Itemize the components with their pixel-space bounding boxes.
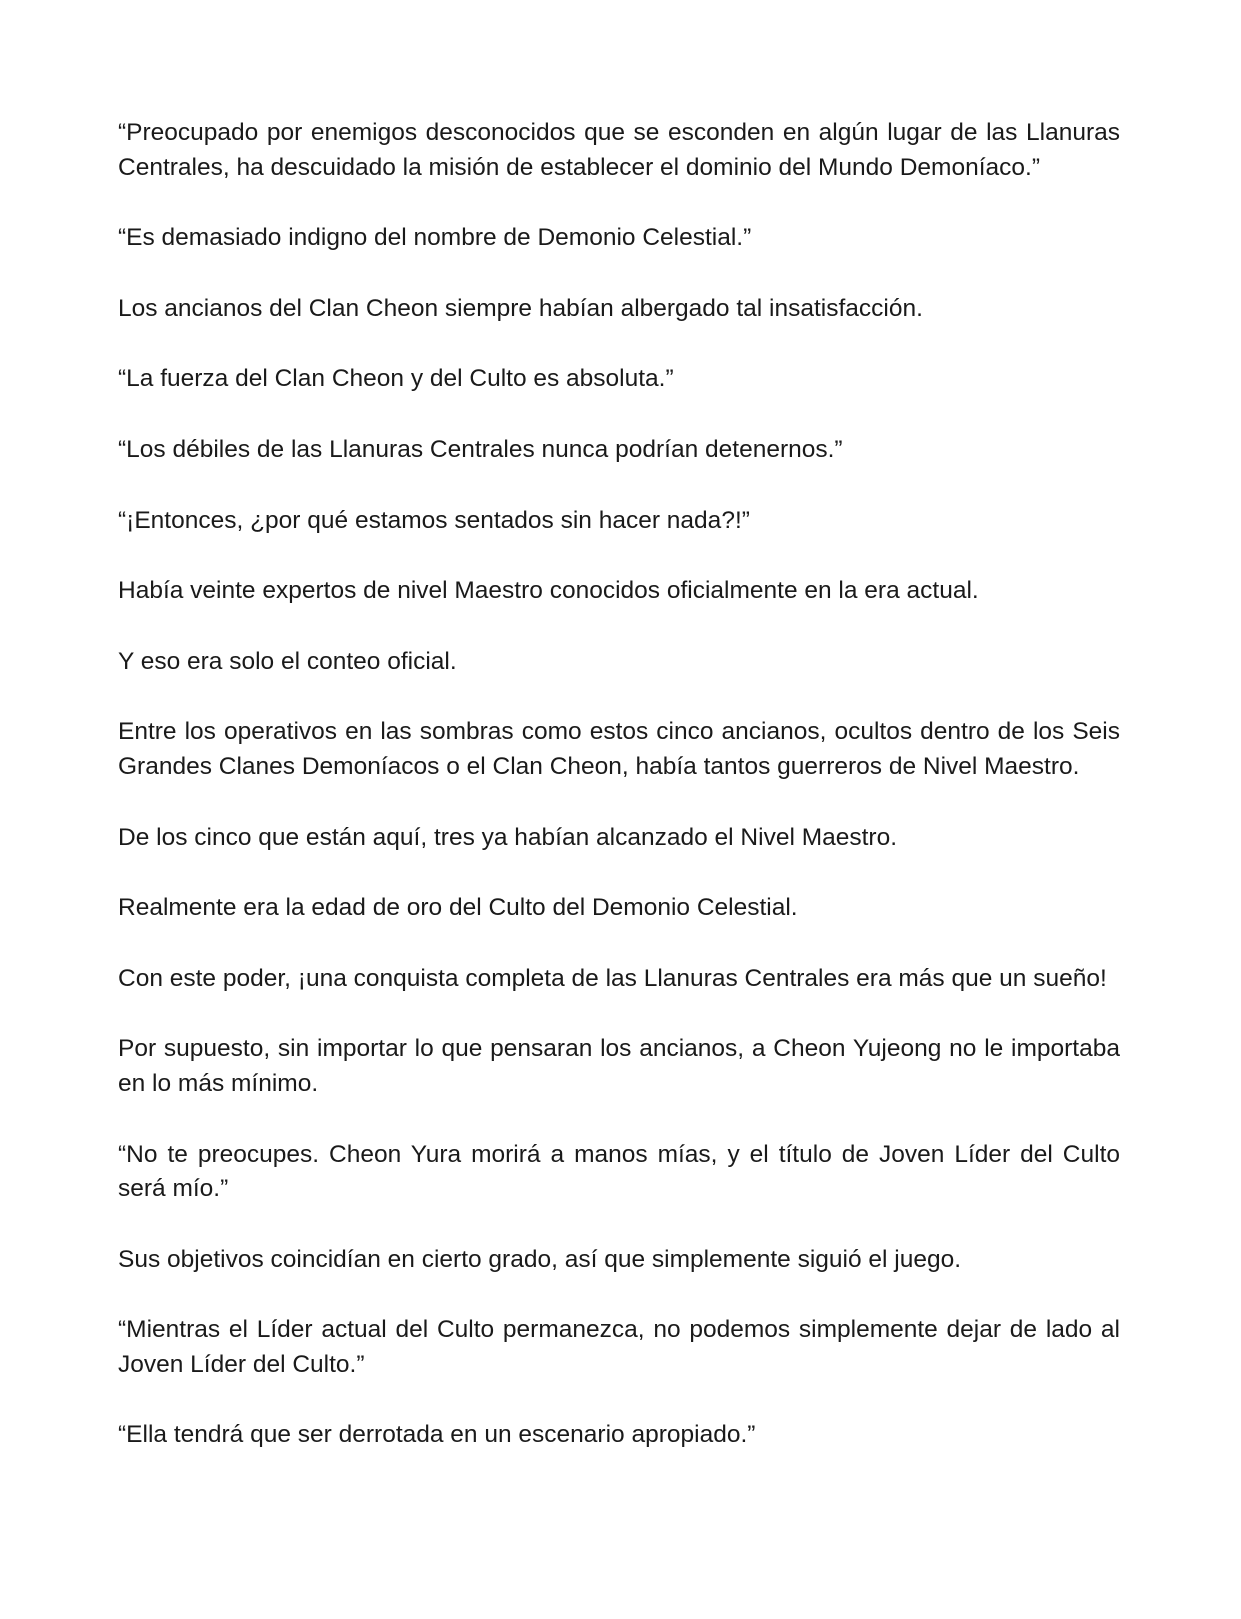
paragraph: Entre los operativos en las sombras como estos cinco ancianos, ocultos dentro de los Seis Grandes Clanes Demoníacos o el Clan Cheon, había tantos guerreros de Nivel Maestro. <box>118 718 1120 780</box>
paragraph: Por supuesto, sin importar lo que pensaran los ancianos, a Cheon Yujeong no le importaba en lo más mínimo. <box>118 1035 1120 1097</box>
paragraph: “No te preocupes. Cheon Yura morirá a manos mías, y el título de Joven Líder del Culto será mío.” <box>118 1140 1120 1203</box>
paragraph: “Mientras el Líder actual del Culto permanezca, no podemos simplemente dejar de lado al Joven Líder del Culto.” <box>118 1316 1120 1378</box>
paragraph: “Preocupado por enemigos desconocidos que se esconden en algún lugar de las Llanuras Centrales, ha descuidado la misión de establecer el dominio del Mundo Demoníaco.” <box>118 119 1120 181</box>
paragraph: “Es demasiado indigno del nombre de Demonio Celestial.” <box>118 224 752 252</box>
document-body <box>118 116 1120 1489</box>
paragraph: De los cinco que están aquí, tres ya habían alcanzado el Nivel Maestro. <box>118 823 897 851</box>
paragraph: Sus objetivos coincidían en cierto grado, así que simplemente siguió el juego. <box>118 1245 962 1273</box>
paragraph: Y eso era solo el conteo oficial. <box>118 647 457 675</box>
paragraph: Había veinte expertos de nivel Maestro conocidos oficialmente en la era actual. <box>118 577 979 605</box>
paragraph: “La fuerza del Clan Cheon y del Culto es absoluta.” <box>118 365 674 393</box>
paragraph: Realmente era la edad de oro del Culto del Demonio Celestial. <box>118 894 798 922</box>
paragraph: “¡Entonces, ¿por qué estamos sentados sin hacer nada?!” <box>118 506 750 534</box>
paragraph: Los ancianos del Clan Cheon siempre habían albergado tal insatisfacción. <box>118 294 923 322</box>
paragraph: “Los débiles de las Llanuras Centrales nunca podrían detenernos.” <box>118 435 843 463</box>
paragraph: Con este poder, ¡una conquista completa de las Llanuras Centrales era más que un sueño! <box>118 964 1107 992</box>
paragraph: “Ella tendrá que ser derrotada en un escenario apropiado.” <box>118 1421 756 1449</box>
